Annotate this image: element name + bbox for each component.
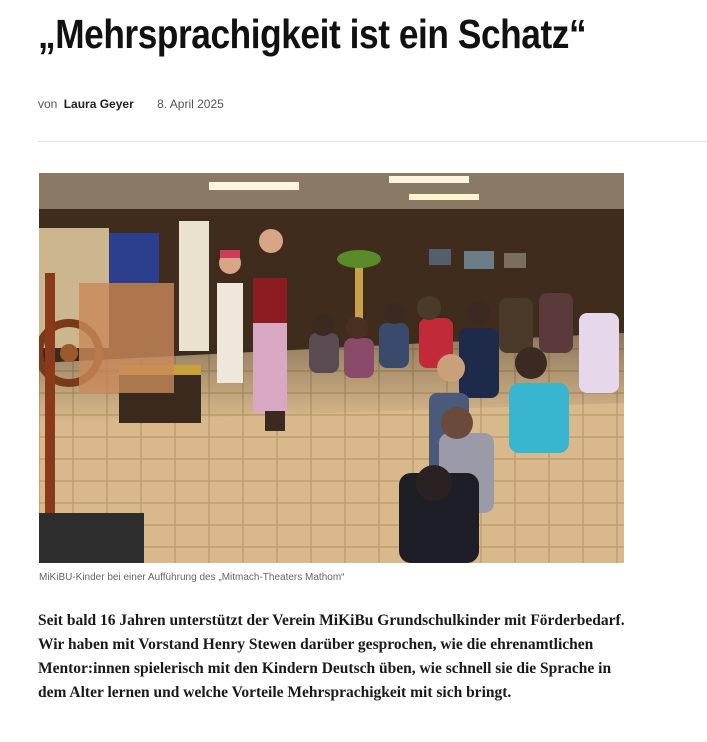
photo-illustration (39, 173, 624, 563)
performer (217, 283, 243, 383)
article-title: „Mehrsprachigkeit ist ein Schatz“ (38, 11, 587, 57)
author-link[interactable]: Laura Geyer (63, 97, 134, 111)
wall-picture (429, 249, 451, 265)
publish-date: 8. April 2025 (157, 97, 224, 111)
ceiling-light (209, 182, 299, 190)
performer (253, 278, 287, 328)
wall-picture (464, 251, 494, 269)
palm-trunk (355, 263, 363, 323)
ceiling-light (409, 194, 479, 200)
wheel-base (39, 513, 144, 563)
ceiling-light (389, 176, 469, 183)
blue-curtain (109, 233, 159, 283)
palm-leaves (337, 250, 381, 268)
photo-caption: MiKiBU-Kinder bei einer Aufführung des „Mitmach-Theaters Mathom“ (39, 572, 345, 583)
divider (38, 141, 707, 142)
ceiling (39, 173, 624, 209)
wall-picture (504, 253, 526, 268)
article-photo (39, 173, 624, 563)
article-lead: Seit bald 16 Jahren unterstützt der Verein MiKiBu Grundschulkinder mit Förderbedarf. Wir haben mit Vorstand Henry Stewen darüber gesprochen, wie die ehrenamtlichen Mentor:innen spielerisch mit den Kindern Deutsch üben, wie schnell sie die Sprache in dem Alter lernen und welche Vorteile Mehrsprachigkeit mit sich bringt. (38, 612, 625, 701)
byline-prefix: von (38, 97, 58, 111)
byline (38, 96, 224, 112)
wheel-post (45, 273, 55, 538)
white-curtain (179, 221, 209, 351)
